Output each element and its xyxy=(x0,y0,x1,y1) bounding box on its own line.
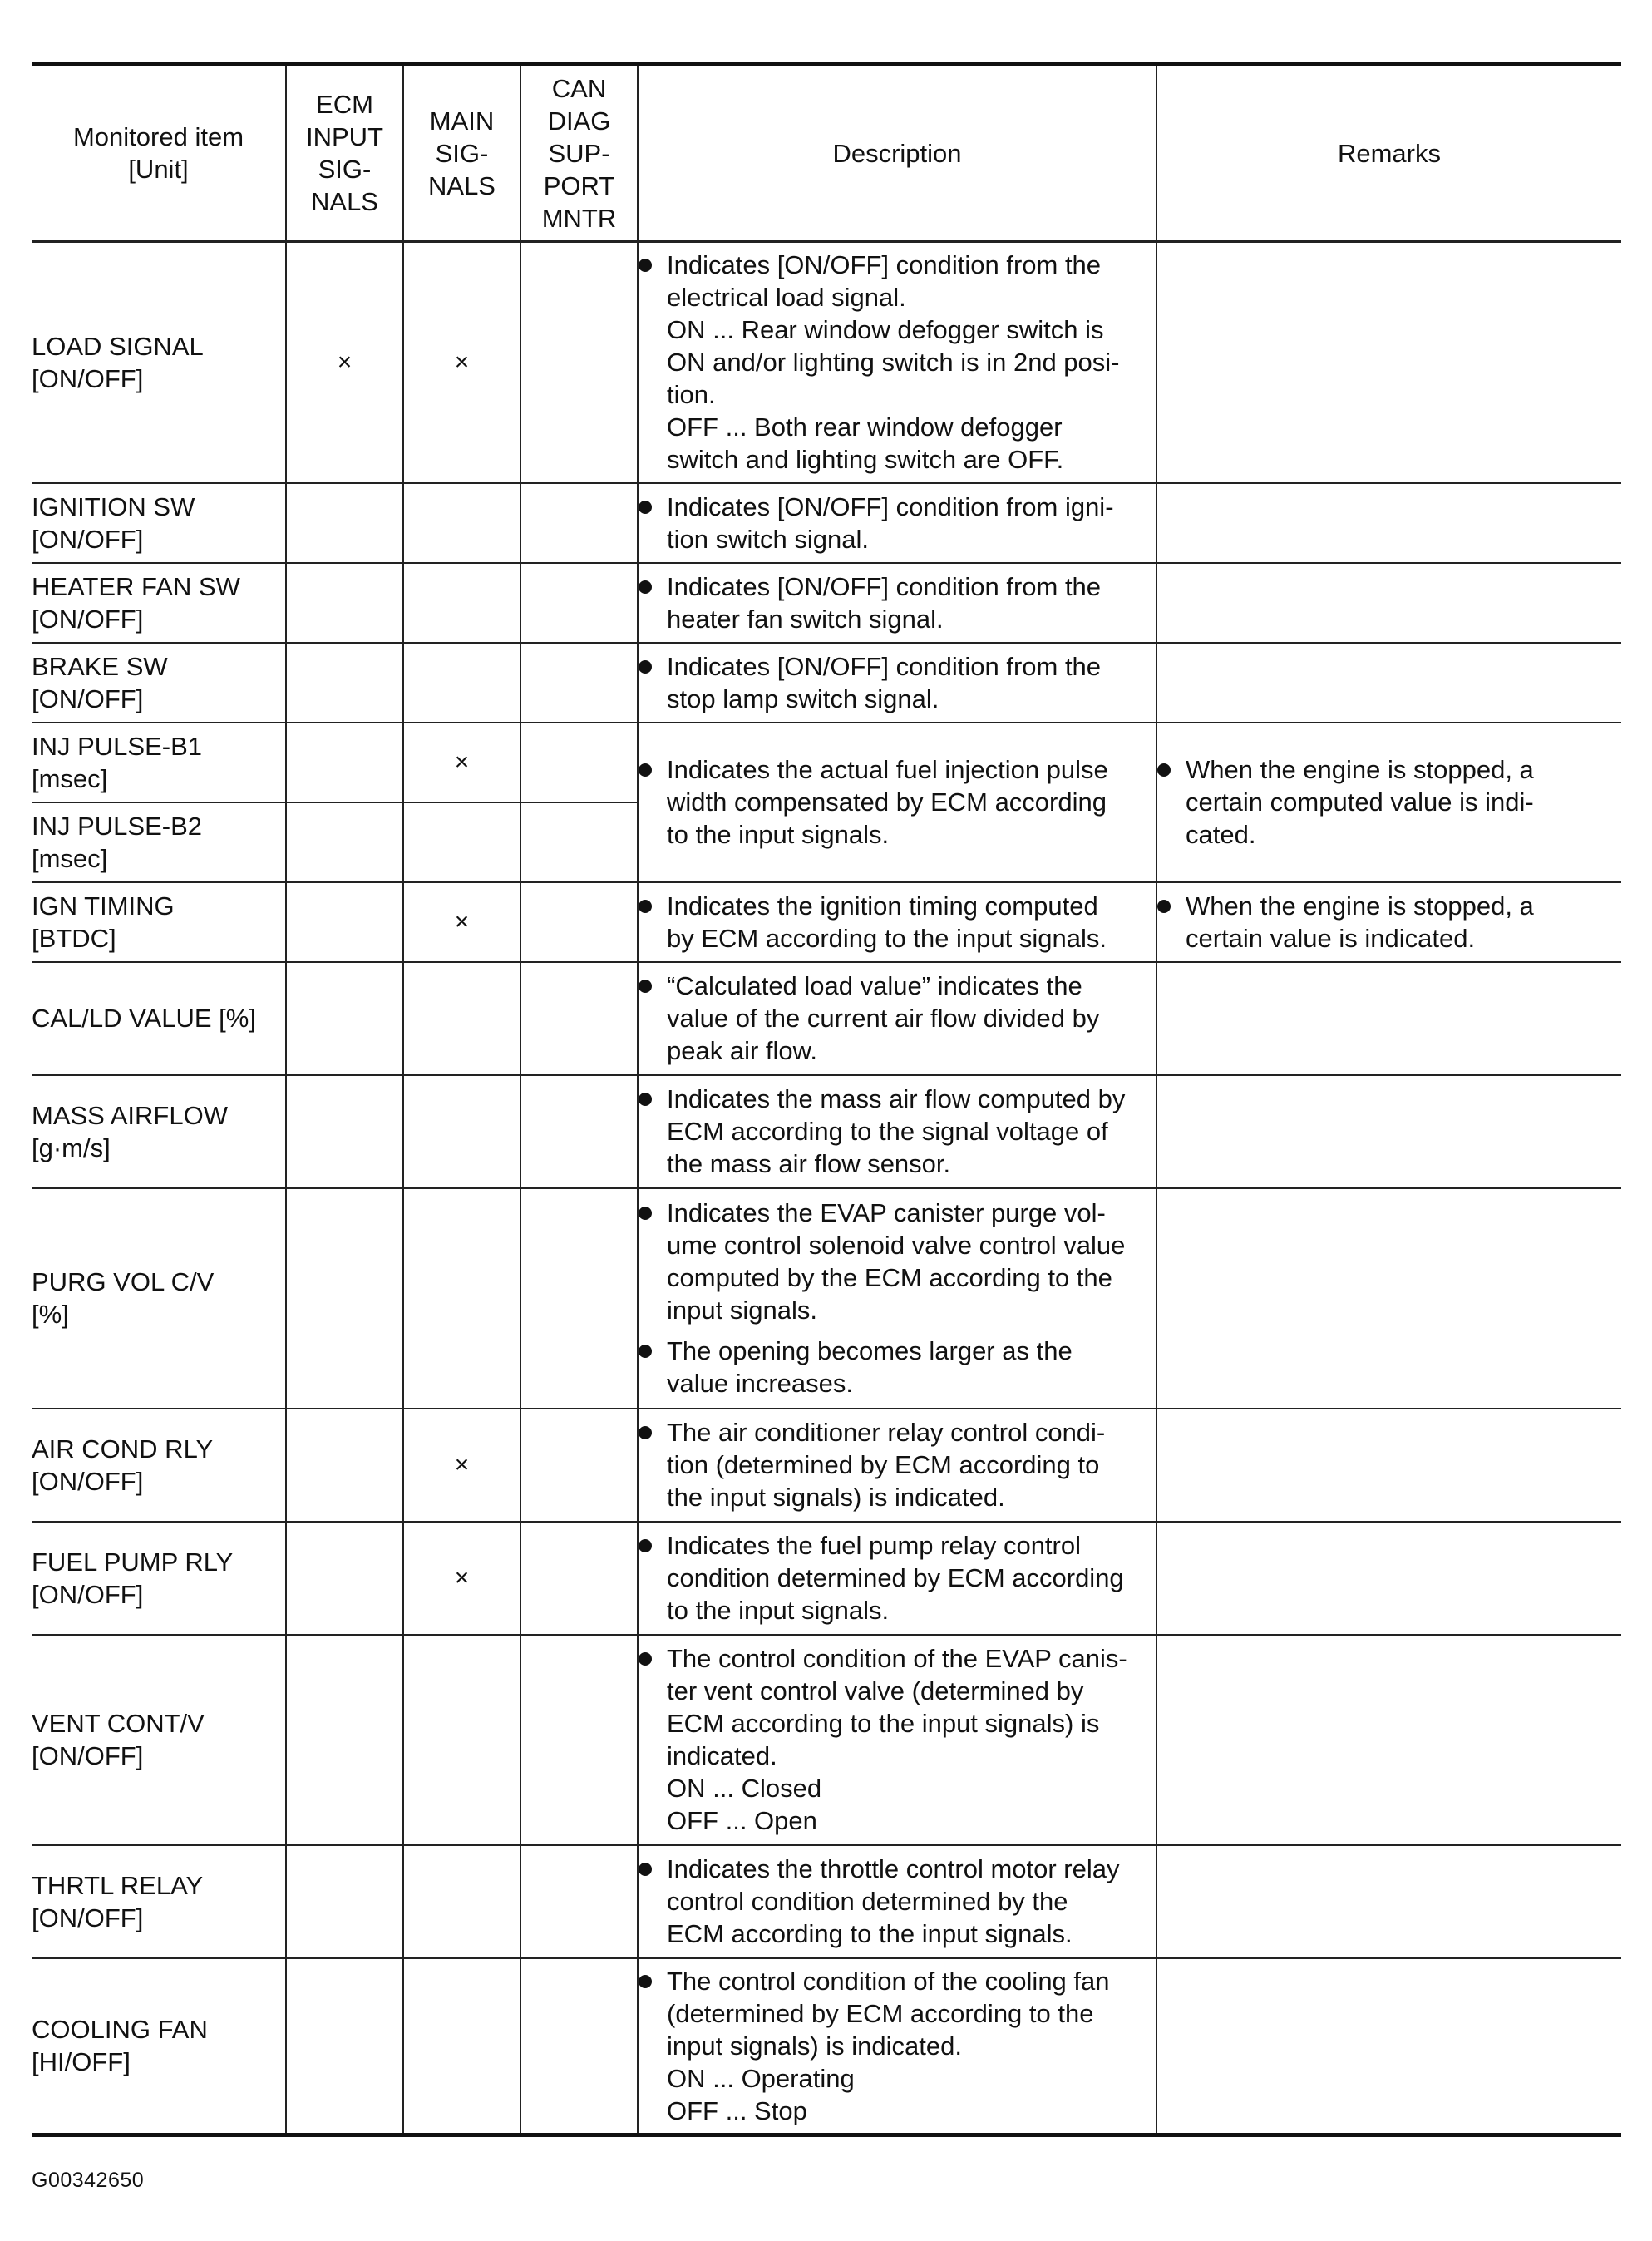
bullet-item xyxy=(639,970,1156,1067)
main-signal-mark: × xyxy=(403,723,520,802)
ecm-input-mark xyxy=(286,643,403,723)
table-row xyxy=(32,1188,1621,1409)
can-diag-mark xyxy=(520,962,638,1075)
text-line: ON ... Closed xyxy=(667,1774,822,1803)
text-line: tion switch signal. xyxy=(667,524,869,554)
description-cell xyxy=(638,1409,1156,1522)
text-line: certain computed value is indi- xyxy=(1186,787,1534,817)
bullet-icon xyxy=(639,1093,652,1106)
remarks-cell xyxy=(1156,1409,1621,1522)
can-diag-mark xyxy=(520,882,638,962)
text-line: Indicates the throttle control motor relay xyxy=(667,1854,1120,1883)
text-line: [msec] xyxy=(32,763,108,793)
text-line: Indicates the actual fuel injection pulse xyxy=(667,755,1108,784)
monitored-item-cell xyxy=(32,1635,286,1845)
text-line: cated. xyxy=(1186,820,1256,849)
remarks-cell xyxy=(1156,1958,1621,2135)
bullet-icon xyxy=(1157,763,1171,777)
description-cell xyxy=(638,1188,1156,1409)
can-diag-mark xyxy=(520,643,638,723)
bullet-item xyxy=(639,890,1156,955)
text-line: [g·m/s] xyxy=(32,1133,111,1162)
bullet-item xyxy=(639,1642,1156,1837)
monitored-item-cell xyxy=(32,723,286,802)
description-cell xyxy=(638,1958,1156,2135)
can-diag-mark xyxy=(520,1409,638,1522)
monitored-item-cell xyxy=(32,563,286,643)
main-signal-mark: × xyxy=(403,242,520,483)
header-main-signals: MAIN SIG- NALS xyxy=(403,64,520,242)
header-remarks: Remarks xyxy=(1156,64,1621,242)
remarks-cell xyxy=(1156,483,1621,563)
bullet-icon xyxy=(639,1539,652,1552)
remarks-cell xyxy=(1156,882,1621,962)
text-line: value of the current air flow divided by xyxy=(667,1004,1100,1033)
text-line: to the input signals. xyxy=(667,820,890,849)
bullet-item xyxy=(639,1853,1156,1950)
text-line: [ON/OFF] xyxy=(32,363,144,393)
text-line: [ON/OFF] xyxy=(32,1579,144,1609)
text-line: Indicates [ON/OFF] condition from the xyxy=(667,571,1102,601)
remarks-cell xyxy=(1156,643,1621,723)
text-line: When the engine is stopped, a xyxy=(1186,891,1534,921)
text-line: ECM according to the input signals. xyxy=(667,1919,1073,1948)
ecm-input-mark xyxy=(286,723,403,802)
monitored-item-cell xyxy=(32,643,286,723)
ecm-input-mark xyxy=(286,1845,403,1958)
table-row xyxy=(32,1522,1621,1635)
description-cell xyxy=(638,962,1156,1075)
text-line: LOAD SIGNAL xyxy=(32,331,204,361)
remarks-cell xyxy=(1156,1635,1621,1845)
ecm-input-mark xyxy=(286,1522,403,1635)
can-diag-mark xyxy=(520,563,638,643)
text-line: tion. xyxy=(667,380,716,410)
main-signal-mark xyxy=(403,1845,520,1958)
bullet-item xyxy=(639,491,1156,555)
text-line: ter vent control valve (determined by xyxy=(667,1676,1084,1705)
bullet-item xyxy=(639,753,1156,851)
can-diag-mark xyxy=(520,723,638,802)
text-line: width compensated by ECM according xyxy=(667,787,1107,817)
ecm-input-mark xyxy=(286,483,403,563)
remarks-cell xyxy=(1156,1522,1621,1635)
text-line: computed by the ECM according to the xyxy=(667,1263,1112,1292)
main-signal-mark xyxy=(403,802,520,882)
text-line: Indicates the fuel pump relay control xyxy=(667,1531,1081,1560)
text-line: [BTDC] xyxy=(32,923,116,953)
can-diag-mark xyxy=(520,1075,638,1188)
text-line: [ON/OFF] xyxy=(32,524,144,554)
monitored-items-table xyxy=(32,62,1621,2137)
can-diag-mark xyxy=(520,483,638,563)
text-line: stop lamp switch signal. xyxy=(667,684,939,713)
monitor-item-sheet xyxy=(32,62,1621,2137)
bullet-item xyxy=(639,1965,1156,2127)
bullet-item xyxy=(1157,753,1621,851)
remarks-cell xyxy=(1156,1845,1621,1958)
main-signal-mark xyxy=(403,962,520,1075)
monitored-item-cell xyxy=(32,1188,286,1409)
monitored-item-cell xyxy=(32,1075,286,1188)
can-diag-mark xyxy=(520,1958,638,2135)
table-row xyxy=(32,1409,1621,1522)
text-line: Indicates [ON/OFF] condition from the xyxy=(667,651,1102,681)
monitored-item-cell xyxy=(32,882,286,962)
ecm-input-mark xyxy=(286,1188,403,1409)
description-cell xyxy=(638,1522,1156,1635)
description-cell xyxy=(638,723,1156,882)
main-signal-mark xyxy=(403,483,520,563)
bullet-icon xyxy=(639,900,652,913)
text-line: The air conditioner relay control condi- xyxy=(667,1418,1106,1447)
table-row xyxy=(32,643,1621,723)
text-line: OFF ... Stop xyxy=(667,2095,807,2125)
ecm-input-mark xyxy=(286,802,403,882)
bullet-icon xyxy=(639,763,652,777)
table-row xyxy=(32,483,1621,563)
description-cell xyxy=(638,563,1156,643)
bullet-icon xyxy=(639,980,652,993)
text-line: IGNITION SW xyxy=(32,491,195,521)
text-line: tion (determined by ECM according to xyxy=(667,1450,1100,1479)
header-description: Description xyxy=(638,64,1156,242)
text-line: switch and lighting switch are OFF. xyxy=(667,445,1064,475)
bullet-icon xyxy=(639,501,652,514)
remarks-cell xyxy=(1156,563,1621,643)
main-signal-mark: × xyxy=(403,1522,520,1635)
bullet-icon xyxy=(639,259,652,272)
ecm-input-mark xyxy=(286,1409,403,1522)
monitored-item-cell xyxy=(32,1409,286,1522)
remarks-cell xyxy=(1156,1075,1621,1188)
main-signal-mark xyxy=(403,1958,520,2135)
text-line: BRAKE SW xyxy=(32,651,168,681)
bullet-icon xyxy=(639,660,652,674)
description-cell xyxy=(638,242,1156,483)
bullet-item xyxy=(1157,890,1621,955)
text-line: Indicates [ON/OFF] condition from igni- xyxy=(667,491,1114,521)
text-line: Indicates the EVAP canister purge vol- xyxy=(667,1198,1106,1227)
text-line: peak air flow. xyxy=(667,1036,817,1065)
text-line: ECM according to the input signals) is xyxy=(667,1709,1100,1738)
bullet-item xyxy=(639,650,1156,715)
bullet-icon xyxy=(1157,900,1171,913)
ecm-input-mark xyxy=(286,882,403,962)
text-line: [%] xyxy=(32,1300,69,1329)
can-diag-mark xyxy=(520,242,638,483)
table-row xyxy=(32,563,1621,643)
monitored-item-cell xyxy=(32,1845,286,1958)
bullet-icon xyxy=(639,580,652,594)
table-row xyxy=(32,242,1621,483)
text-line: OFF ... Both rear window defogger xyxy=(667,412,1063,442)
table-row xyxy=(32,962,1621,1075)
remarks-cell xyxy=(1156,242,1621,483)
description-cell xyxy=(638,882,1156,962)
text-line: MASS AIRFLOW xyxy=(32,1100,228,1130)
table-row xyxy=(32,723,1621,802)
bullet-item xyxy=(639,249,1156,476)
ecm-input-mark xyxy=(286,1075,403,1188)
can-diag-mark xyxy=(520,1522,638,1635)
bullet-icon xyxy=(639,1426,652,1439)
text-line: VENT CONT/V xyxy=(32,1709,205,1738)
text-line: electrical load signal. xyxy=(667,283,906,313)
bullet-item xyxy=(639,1083,1156,1180)
main-signal-mark: × xyxy=(403,882,520,962)
text-line: FUEL PUMP RLY xyxy=(32,1547,234,1577)
table-row xyxy=(32,1635,1621,1845)
text-line: INJ PULSE-B2 xyxy=(32,811,203,841)
text-line: the mass air flow sensor. xyxy=(667,1149,951,1178)
remarks-cell xyxy=(1156,723,1621,882)
main-signal-mark xyxy=(403,1075,520,1188)
remarks-cell xyxy=(1156,1188,1621,1409)
main-signal-mark xyxy=(403,563,520,643)
text-line: condition determined by ECM according xyxy=(667,1563,1124,1592)
table-row xyxy=(32,1075,1621,1188)
text-line: to the input signals. xyxy=(667,1596,890,1625)
header-monitored-item: Monitored item [Unit] xyxy=(32,64,286,242)
text-line: THRTL RELAY xyxy=(32,1870,204,1900)
text-line: ECM according to the signal voltage of xyxy=(667,1117,1108,1146)
text-line: ON ... Rear window defogger switch is xyxy=(667,315,1104,345)
can-diag-mark xyxy=(520,802,638,882)
table-row xyxy=(32,1958,1621,2135)
text-line: INJ PULSE-B1 xyxy=(32,731,203,761)
text-line: When the engine is stopped, a xyxy=(1186,755,1534,784)
text-line: input signals) is indicated. xyxy=(667,2031,962,2061)
text-line: indicated. xyxy=(667,1741,777,1770)
text-line: The opening becomes larger as the xyxy=(667,1336,1073,1365)
remarks-cell xyxy=(1156,962,1621,1075)
text-line: [HI/OFF] xyxy=(32,2047,131,2077)
bullet-icon xyxy=(639,1975,652,1988)
bullet-item xyxy=(639,1416,1156,1513)
text-line: The control condition of the cooling fan xyxy=(667,1966,1110,1996)
header-can-diag-support-mntr: CAN DIAG SUP- PORT MNTR xyxy=(520,64,638,242)
ecm-input-mark xyxy=(286,1958,403,2135)
text-line: [ON/OFF] xyxy=(32,1466,144,1496)
text-line: OFF ... Open xyxy=(667,1806,817,1835)
figure-code: G00342650 xyxy=(32,2169,145,2192)
ecm-input-mark: × xyxy=(286,242,403,483)
bullet-icon xyxy=(639,1345,652,1358)
ecm-input-mark xyxy=(286,563,403,643)
table-header-row xyxy=(32,64,1621,242)
text-line: “Calculated load value” indicates the xyxy=(667,971,1082,1000)
monitored-item-cell xyxy=(32,1958,286,2135)
text-line: AIR COND RLY xyxy=(32,1434,214,1464)
bullet-icon xyxy=(639,1863,652,1876)
text-line: certain value is indicated. xyxy=(1186,923,1476,953)
text-line: PURG VOL C/V xyxy=(32,1267,215,1296)
text-line: the input signals) is indicated. xyxy=(667,1483,1005,1512)
description-cell xyxy=(638,1075,1156,1188)
text-line: ON and/or lighting switch is in 2nd posi- xyxy=(667,348,1120,378)
text-line: Indicates [ON/OFF] condition from the xyxy=(667,250,1102,280)
text-line: [ON/OFF] xyxy=(32,604,144,634)
monitored-item-cell xyxy=(32,962,286,1075)
bullet-item xyxy=(639,1197,1156,1326)
text-line: HEATER FAN SW xyxy=(32,571,240,601)
description-cell xyxy=(638,483,1156,563)
monitored-item-cell xyxy=(32,483,286,563)
text-line: value increases. xyxy=(667,1369,854,1398)
can-diag-mark xyxy=(520,1635,638,1845)
header-ecm-input-signals: ECM INPUT SIG- NALS xyxy=(286,64,403,242)
can-diag-mark xyxy=(520,1845,638,1958)
text-line: [ON/OFF] xyxy=(32,1741,144,1770)
text-line: IGN TIMING xyxy=(32,891,175,921)
bullet-item xyxy=(639,1529,1156,1626)
main-signal-mark xyxy=(403,643,520,723)
main-signal-mark xyxy=(403,1188,520,1409)
description-cell xyxy=(638,1845,1156,1958)
bullet-icon xyxy=(639,1652,652,1666)
text-line: input signals. xyxy=(667,1296,817,1325)
can-diag-mark xyxy=(520,1188,638,1409)
table-row xyxy=(32,882,1621,962)
bullet-icon xyxy=(639,1207,652,1220)
bullet-item xyxy=(639,570,1156,635)
description-cell xyxy=(638,643,1156,723)
text-line: Indicates the ignition timing computed xyxy=(667,891,1098,921)
text-line: ume control solenoid valve control value xyxy=(667,1231,1126,1260)
text-line: by ECM according to the input signals. xyxy=(667,923,1107,953)
text-line: (determined by ECM according to the xyxy=(667,1998,1094,2028)
text-line: CAL/LD VALUE [%] xyxy=(32,1004,256,1033)
text-line: [ON/OFF] xyxy=(32,1903,144,1932)
main-signal-mark xyxy=(403,1635,520,1845)
text-line: The control condition of the EVAP canis- xyxy=(667,1644,1127,1673)
ecm-input-mark xyxy=(286,1635,403,1845)
text-line: ON ... Operating xyxy=(667,2063,855,2093)
ecm-input-mark xyxy=(286,962,403,1075)
bullet-item xyxy=(639,1335,1156,1399)
text-line: [msec] xyxy=(32,843,108,873)
monitored-item-cell xyxy=(32,802,286,882)
text-line: [ON/OFF] xyxy=(32,684,144,713)
monitored-item-cell xyxy=(32,242,286,483)
text-line: COOLING FAN xyxy=(32,2015,208,2045)
text-line: control condition determined by the xyxy=(667,1887,1068,1916)
table-row xyxy=(32,1845,1621,1958)
text-line: Indicates the mass air flow computed by xyxy=(667,1084,1126,1113)
description-cell xyxy=(638,1635,1156,1845)
monitored-item-cell xyxy=(32,1522,286,1635)
main-signal-mark: × xyxy=(403,1409,520,1522)
text-line: heater fan switch signal. xyxy=(667,604,944,634)
